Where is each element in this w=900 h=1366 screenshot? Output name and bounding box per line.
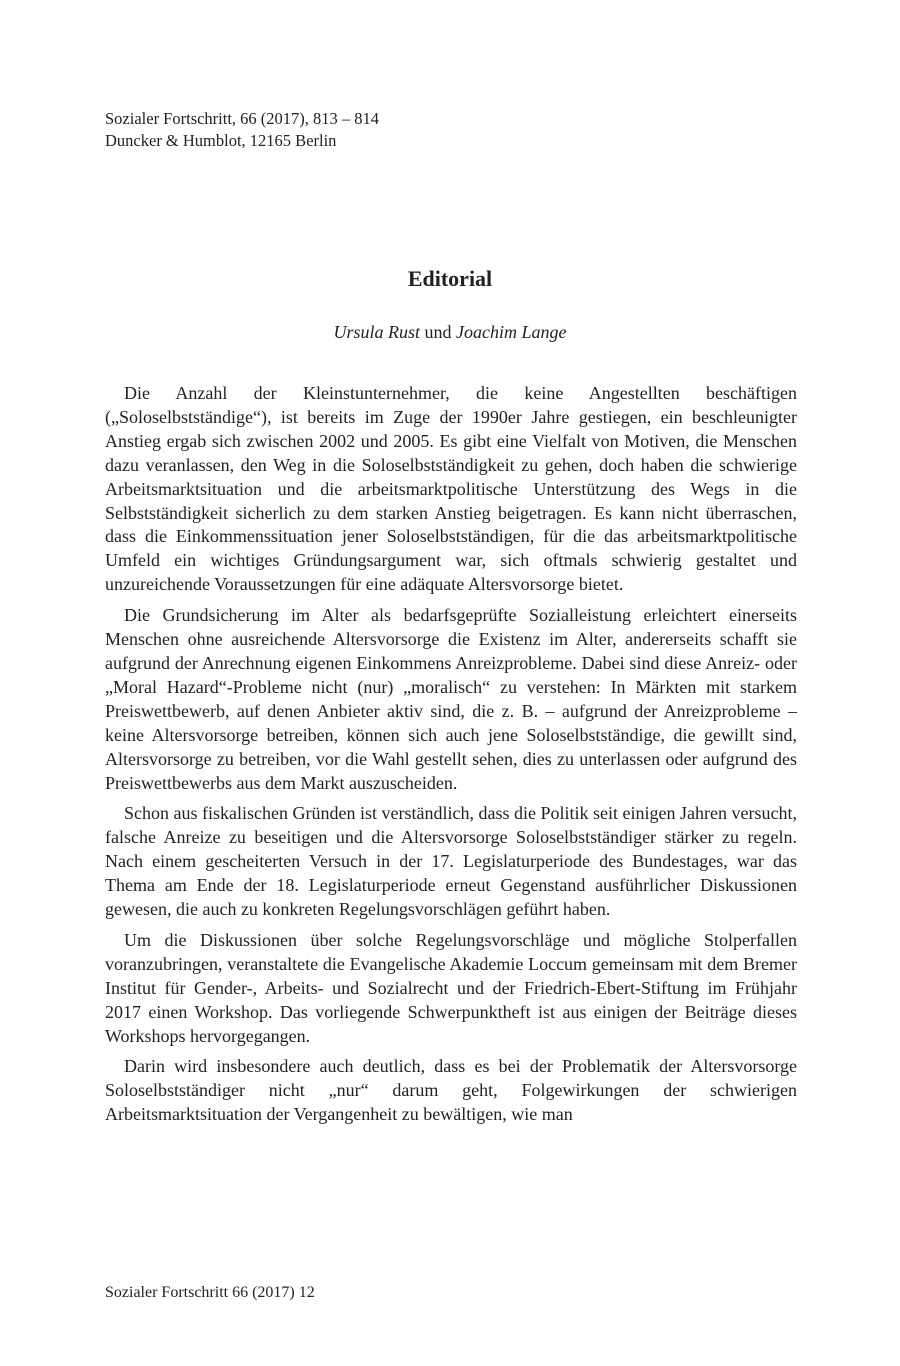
paragraph: Schon aus fiskalischen Gründen ist verständlich, dass die Politik seit einigen Jahren versucht, falsche Anreize zu beseitigen und die Altersvorsorge Soloselbstständiger stärker zu regeln. Nach einem gescheiterten Versuch in der 17. Legislaturperiode des Bundestages, war das Thema am Ende der 18. Legislaturperiode erneut Gegenstand ausführlicher Diskussionen gewesen, die auch zu konkreten Regelungsvorschlägen geführt haben. <box>105 803 797 920</box>
journal-header <box>105 108 379 152</box>
paragraph: Die Anzahl der Kleinstunternehmer, die keine Angestellten beschäftigen („Soloselbstständige“), ist bereits im Zuge der 1990er Jahre gestiegen, ein beschleunigter Anstieg ergab sich zwischen 2002 und 2005. Es gibt eine Vielfalt von Motiven, die Menschen dazu veranlassen, den Weg in die Soloselbstständigkeit zu gehen, doch haben die schwierige Arbeitsmarktsituation und die arbeitsmarktpolitische Unterstützung des Wegs in die Selbstständigkeit sicherlich zu dem starken Anstieg beigetragen. Es kann nicht überraschen, dass die Einkommenssituation jener Soloselbstständigen, für die das arbeitsmarktpolitische Umfeld ein wichtiges Gründungsargument war, sich oftmals schwierig gestaltet und unzureichende Voraussetzungen für eine adäquate Altersvorsorge bietet. <box>105 383 797 595</box>
publisher-line: Duncker & Humblot, 12165 Berlin <box>105 131 337 150</box>
author-name: Joachim Lange <box>456 322 567 342</box>
paragraph: Um die Diskussionen über solche Regelungsvorschläge und mögliche Stolperfallen voranzubringen, veranstaltete die Evangelische Akademie Loccum gemeinsam mit dem Bremer Institut für Gender-, Arbeits- und Sozialrecht und der Friedrich-Ebert-Stiftung im Frühjahr 2017 einen Workshop. Das vorliegende Schwerpunktheft ist aus einigen der Beiträge dieses Workshops hervorgegangen. <box>105 929 797 1046</box>
paragraph: Darin wird insbesondere auch deutlich, dass es bei der Problematik der Altersvorsorge Soloselbstständiger nicht „nur“ darum geht, Folgewirkungen der schwierigen Arbeitsmarktsituation der Vergangenheit zu bewältigen, wie man <box>105 1056 797 1125</box>
page-footer: Sozialer Fortschritt 66 (2017) 12 <box>105 1284 315 1301</box>
journal-citation: Sozialer Fortschritt, 66 (2017), 813 – 814 <box>105 109 380 128</box>
article-authors <box>0 319 900 345</box>
author-name: Ursula Rust <box>333 322 421 342</box>
author-connector: und <box>420 322 457 342</box>
article-body <box>105 382 797 1134</box>
paragraph: Die Grundsicherung im Alter als bedarfsgeprüfte Sozialleistung erleichtert einerseits Menschen ohne ausreichende Altersvorsorge die Existenz im Alter, andererseits schafft sie aufgrund der Anrechnung eigenen Einkommens Anreizprobleme. Dabei sind diese Anreiz- oder „Moral Hazard“-Probleme nicht (nur) „moralisch“ zu verstehen: In Märkten mit starkem Preiswettbewerb, auf denen Anbieter aktiv sind, die z. B. – aufgrund der Anreizprobleme – keine Altersvorsorge betreiben, können sich auch jene Soloselbstständige, die gewillt sind, Altersvorsorge zu betreiben, vor die Wahl gestellt sehen, dies zu unterlassen oder aufgrund des Preiswettbewerbs aus dem Markt auszuscheiden. <box>105 605 797 793</box>
article-title: Editorial <box>407 266 493 291</box>
